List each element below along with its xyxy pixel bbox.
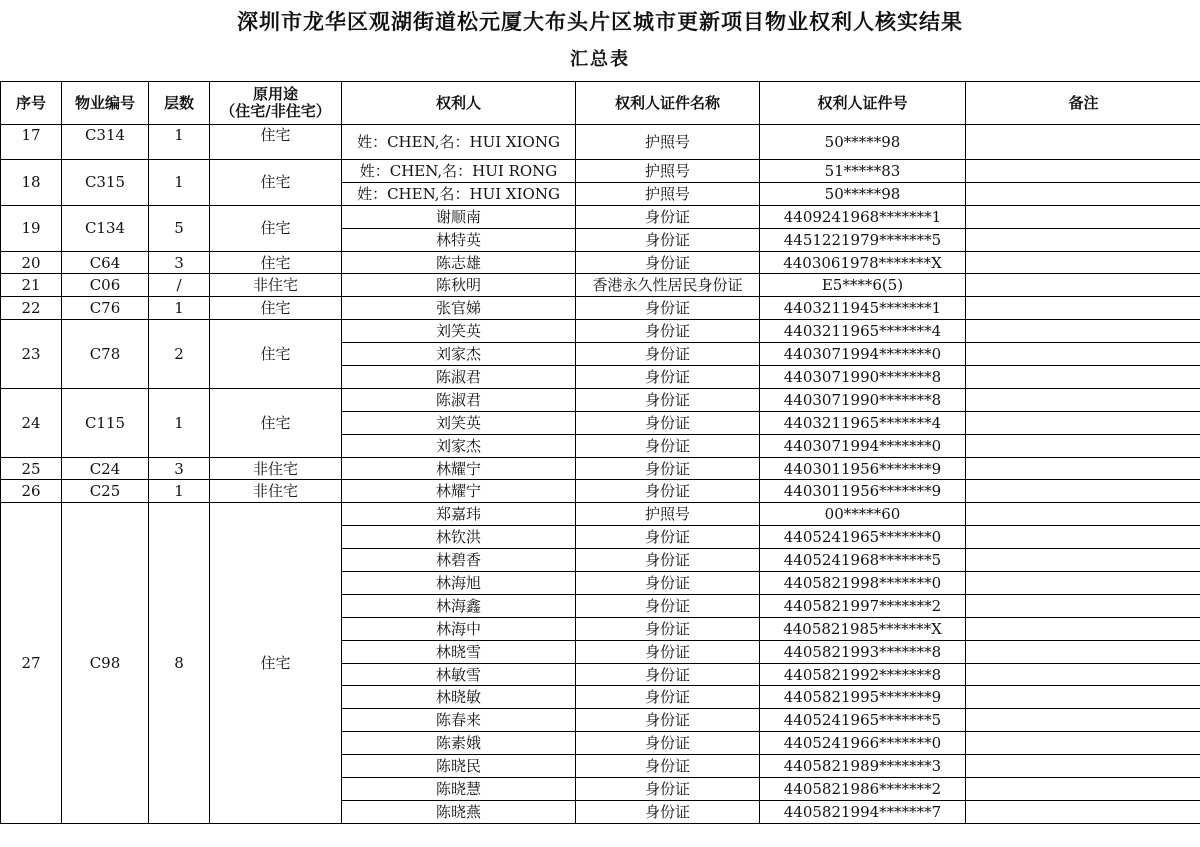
document-title: 深圳市龙华区观湖街道松元厦大布头片区城市更新项目物业权利人核实结果 bbox=[237, 10, 963, 34]
cell-doc-name: 身份证 bbox=[576, 778, 760, 801]
cell-doc-name: 身份证 bbox=[576, 686, 760, 709]
cell-property-code: C115 bbox=[62, 388, 149, 457]
table-body bbox=[1, 125, 1200, 824]
cell-note bbox=[966, 251, 1200, 274]
cell-doc-name: 身份证 bbox=[576, 228, 760, 251]
cell-property-code: C98 bbox=[62, 503, 149, 823]
cell-note bbox=[966, 388, 1200, 411]
cell-floors: 1 bbox=[149, 160, 210, 206]
cell-floors: 1 bbox=[149, 297, 210, 320]
cell-note bbox=[966, 640, 1200, 663]
cell-doc-number: 4405821994*******7 bbox=[760, 800, 966, 823]
cell-doc-number: 4405821992*******8 bbox=[760, 663, 966, 686]
cell-doc-name: 身份证 bbox=[576, 434, 760, 457]
cell-doc-name: 身份证 bbox=[576, 320, 760, 343]
cell-original-use: 非住宅 bbox=[210, 274, 342, 297]
cell-owner: 林海鑫 bbox=[342, 594, 576, 617]
cell-doc-number: 4403011956*******9 bbox=[760, 457, 966, 480]
cell-note bbox=[966, 709, 1200, 732]
cell-doc-number: 4405241968*******5 bbox=[760, 549, 966, 572]
cell-doc-number: 4405821986*******2 bbox=[760, 778, 966, 801]
cell-doc-number: 4403211945*******1 bbox=[760, 297, 966, 320]
cell-doc-name: 身份证 bbox=[576, 411, 760, 434]
cell-note bbox=[966, 160, 1200, 183]
cell-property-code: C24 bbox=[62, 457, 149, 480]
cell-doc-name: 身份证 bbox=[576, 480, 760, 503]
header-floors: 层数 bbox=[149, 82, 210, 125]
cell-seq: 20 bbox=[1, 251, 62, 274]
cell-seq: 27 bbox=[1, 503, 62, 823]
cell-seq: 17 bbox=[1, 125, 62, 160]
cell-doc-name: 身份证 bbox=[576, 732, 760, 755]
header-original-use bbox=[210, 82, 342, 125]
header-doc-number: 权利人证件号 bbox=[760, 82, 966, 125]
cell-doc-name: 身份证 bbox=[576, 297, 760, 320]
cell-doc-name: 身份证 bbox=[576, 617, 760, 640]
cell-seq: 26 bbox=[1, 480, 62, 503]
cell-note bbox=[966, 617, 1200, 640]
cell-note bbox=[966, 663, 1200, 686]
cell-owner: 姓：CHEN,名：HUI RONG bbox=[342, 160, 576, 183]
cell-owner: 林晓雪 bbox=[342, 640, 576, 663]
cell-floors: 8 bbox=[149, 503, 210, 823]
cell-property-code: C134 bbox=[62, 205, 149, 251]
header-owner: 权利人 bbox=[342, 82, 576, 125]
cell-doc-name: 护照号 bbox=[576, 503, 760, 526]
table-row bbox=[1, 297, 1200, 320]
cell-seq: 24 bbox=[1, 388, 62, 457]
cell-doc-number: 50*****98 bbox=[760, 125, 966, 160]
table-row bbox=[1, 480, 1200, 503]
cell-original-use: 住宅 bbox=[210, 320, 342, 389]
table-row bbox=[1, 205, 1200, 228]
cell-note bbox=[966, 125, 1200, 160]
cell-owner: 陈晓慧 bbox=[342, 778, 576, 801]
cell-doc-number: 51*****83 bbox=[760, 160, 966, 183]
cell-owner: 张官娣 bbox=[342, 297, 576, 320]
cell-note bbox=[966, 732, 1200, 755]
cell-property-code: C06 bbox=[62, 274, 149, 297]
header-property-code: 物业编号 bbox=[62, 82, 149, 125]
cell-doc-number: 4405821995*******9 bbox=[760, 686, 966, 709]
owner-verification-table bbox=[0, 81, 1200, 824]
cell-note bbox=[966, 320, 1200, 343]
cell-note bbox=[966, 457, 1200, 480]
cell-note bbox=[966, 549, 1200, 572]
table-row bbox=[1, 503, 1200, 526]
cell-doc-number: 4405821993*******8 bbox=[760, 640, 966, 663]
cell-note bbox=[966, 366, 1200, 389]
cell-owner: 刘笑英 bbox=[342, 320, 576, 343]
cell-original-use: 住宅 bbox=[210, 388, 342, 457]
cell-doc-number: 4403071990*******8 bbox=[760, 388, 966, 411]
header-original-use-line2: （住宅/非住宅） bbox=[220, 102, 331, 120]
cell-doc-name: 身份证 bbox=[576, 457, 760, 480]
cell-doc-name: 身份证 bbox=[576, 343, 760, 366]
cell-owner: 陈晓燕 bbox=[342, 800, 576, 823]
cell-doc-number: 4403071990*******8 bbox=[760, 366, 966, 389]
cell-doc-number: 4403211965*******4 bbox=[760, 411, 966, 434]
cell-seq: 19 bbox=[1, 205, 62, 251]
cell-property-code: C78 bbox=[62, 320, 149, 389]
table-row bbox=[1, 274, 1200, 297]
cell-doc-number: 4403211965*******4 bbox=[760, 320, 966, 343]
cell-doc-number: 50*****98 bbox=[760, 182, 966, 205]
cell-note bbox=[966, 274, 1200, 297]
cell-original-use: 住宅 bbox=[210, 205, 342, 251]
cell-note bbox=[966, 526, 1200, 549]
cell-doc-name: 身份证 bbox=[576, 388, 760, 411]
cell-doc-number: 4405821997*******2 bbox=[760, 594, 966, 617]
cell-doc-number: 4405241965*******0 bbox=[760, 526, 966, 549]
cell-doc-number: 4405241966*******0 bbox=[760, 732, 966, 755]
header-note: 备注 bbox=[966, 82, 1200, 125]
cell-seq: 21 bbox=[1, 274, 62, 297]
cell-owner: 陈晓民 bbox=[342, 755, 576, 778]
cell-property-code: C315 bbox=[62, 160, 149, 206]
cell-doc-number: 4405241965*******5 bbox=[760, 709, 966, 732]
cell-doc-name: 身份证 bbox=[576, 549, 760, 572]
cell-seq: 22 bbox=[1, 297, 62, 320]
cell-doc-number: 4403061978*******X bbox=[760, 251, 966, 274]
cell-floors: / bbox=[149, 274, 210, 297]
cell-owner: 林耀宁 bbox=[342, 457, 576, 480]
cell-floors: 5 bbox=[149, 205, 210, 251]
cell-doc-number: 4403011956*******9 bbox=[760, 480, 966, 503]
table-row bbox=[1, 251, 1200, 274]
document-subtitle: 汇总表 bbox=[570, 49, 630, 70]
cell-owner: 郑嘉玮 bbox=[342, 503, 576, 526]
cell-owner: 谢顺南 bbox=[342, 205, 576, 228]
cell-doc-name: 护照号 bbox=[576, 125, 760, 160]
cell-original-use: 非住宅 bbox=[210, 480, 342, 503]
cell-owner: 姓：CHEN,名：HUI XIONG bbox=[342, 125, 576, 160]
cell-note bbox=[966, 182, 1200, 205]
cell-doc-name: 身份证 bbox=[576, 594, 760, 617]
cell-doc-number: 4405821989*******3 bbox=[760, 755, 966, 778]
cell-note bbox=[966, 594, 1200, 617]
table-row bbox=[1, 125, 1200, 160]
cell-owner: 刘家杰 bbox=[342, 434, 576, 457]
cell-original-use: 住宅 bbox=[210, 125, 342, 160]
cell-property-code: C64 bbox=[62, 251, 149, 274]
cell-doc-name: 身份证 bbox=[576, 709, 760, 732]
cell-doc-name: 香港永久性居民身份证 bbox=[576, 274, 760, 297]
cell-original-use: 非住宅 bbox=[210, 457, 342, 480]
cell-floors: 1 bbox=[149, 125, 210, 160]
cell-doc-name: 护照号 bbox=[576, 160, 760, 183]
cell-note bbox=[966, 503, 1200, 526]
cell-doc-name: 身份证 bbox=[576, 572, 760, 595]
cell-floors: 3 bbox=[149, 251, 210, 274]
cell-doc-name: 身份证 bbox=[576, 251, 760, 274]
cell-note bbox=[966, 343, 1200, 366]
cell-doc-number: 4405821998*******0 bbox=[760, 572, 966, 595]
table-row bbox=[1, 388, 1200, 411]
cell-doc-number: 4403071994*******0 bbox=[760, 343, 966, 366]
cell-doc-number: E5****6(5) bbox=[760, 274, 966, 297]
cell-owner: 林耀宁 bbox=[342, 480, 576, 503]
table-row bbox=[1, 320, 1200, 343]
cell-note bbox=[966, 205, 1200, 228]
cell-doc-name: 身份证 bbox=[576, 366, 760, 389]
cell-original-use: 住宅 bbox=[210, 297, 342, 320]
cell-owner: 林碧香 bbox=[342, 549, 576, 572]
cell-seq: 18 bbox=[1, 160, 62, 206]
cell-property-code: C314 bbox=[62, 125, 149, 160]
cell-owner: 林晓敏 bbox=[342, 686, 576, 709]
cell-owner: 刘笑英 bbox=[342, 411, 576, 434]
cell-floors: 1 bbox=[149, 388, 210, 457]
cell-owner: 林海旭 bbox=[342, 572, 576, 595]
cell-owner: 陈春来 bbox=[342, 709, 576, 732]
cell-doc-number: 4405821985*******X bbox=[760, 617, 966, 640]
cell-floors: 3 bbox=[149, 457, 210, 480]
cell-note bbox=[966, 572, 1200, 595]
cell-owner: 林钦洪 bbox=[342, 526, 576, 549]
cell-note bbox=[966, 480, 1200, 503]
cell-floors: 2 bbox=[149, 320, 210, 389]
header-doc-name: 权利人证件名称 bbox=[576, 82, 760, 125]
cell-note bbox=[966, 755, 1200, 778]
cell-note bbox=[966, 411, 1200, 434]
cell-owner: 陈淑君 bbox=[342, 388, 576, 411]
table-header-row bbox=[1, 82, 1200, 125]
table-row bbox=[1, 457, 1200, 480]
cell-note bbox=[966, 228, 1200, 251]
cell-owner: 陈志雄 bbox=[342, 251, 576, 274]
cell-doc-number: 4451221979*******5 bbox=[760, 228, 966, 251]
cell-owner: 陈秋明 bbox=[342, 274, 576, 297]
cell-seq: 25 bbox=[1, 457, 62, 480]
cell-doc-name: 身份证 bbox=[576, 663, 760, 686]
cell-property-code: C25 bbox=[62, 480, 149, 503]
cell-doc-name: 身份证 bbox=[576, 526, 760, 549]
cell-floors: 1 bbox=[149, 480, 210, 503]
cell-doc-name: 身份证 bbox=[576, 205, 760, 228]
cell-doc-name: 护照号 bbox=[576, 182, 760, 205]
cell-owner: 陈淑君 bbox=[342, 366, 576, 389]
cell-owner: 林海中 bbox=[342, 617, 576, 640]
cell-owner: 陈素娥 bbox=[342, 732, 576, 755]
cell-owner: 林敏雪 bbox=[342, 663, 576, 686]
cell-note bbox=[966, 297, 1200, 320]
cell-doc-number: 4409241968*******1 bbox=[760, 205, 966, 228]
cell-owner: 刘家杰 bbox=[342, 343, 576, 366]
cell-note bbox=[966, 800, 1200, 823]
cell-note bbox=[966, 686, 1200, 709]
cell-note bbox=[966, 778, 1200, 801]
cell-original-use: 住宅 bbox=[210, 160, 342, 206]
table-row bbox=[1, 160, 1200, 183]
cell-doc-number: 4403071994*******0 bbox=[760, 434, 966, 457]
cell-doc-number: 00*****60 bbox=[760, 503, 966, 526]
header-original-use-line1: 原用途 bbox=[252, 85, 298, 103]
header-seq: 序号 bbox=[1, 82, 62, 125]
cell-owner: 姓：CHEN,名：HUI XIONG bbox=[342, 182, 576, 205]
cell-property-code: C76 bbox=[62, 297, 149, 320]
cell-doc-name: 身份证 bbox=[576, 640, 760, 663]
cell-note bbox=[966, 434, 1200, 457]
cell-original-use: 住宅 bbox=[210, 503, 342, 823]
cell-seq: 23 bbox=[1, 320, 62, 389]
cell-original-use: 住宅 bbox=[210, 251, 342, 274]
cell-owner: 林特英 bbox=[342, 228, 576, 251]
cell-doc-name: 身份证 bbox=[576, 800, 760, 823]
cell-doc-name: 身份证 bbox=[576, 755, 760, 778]
